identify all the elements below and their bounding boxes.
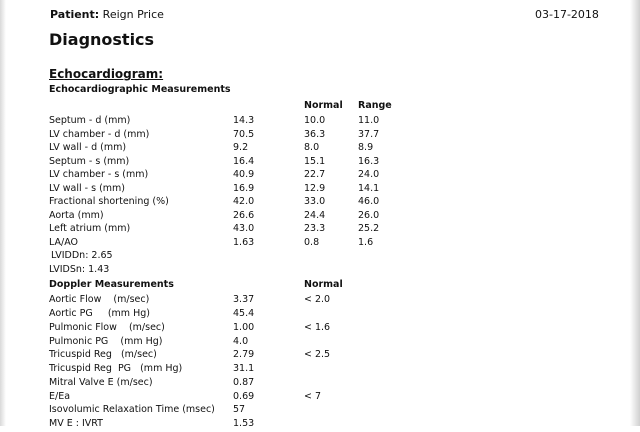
row-range: 16.3 [358, 155, 380, 167]
report-date: 03-17-2018 [535, 8, 599, 21]
row-range: 46.0 [358, 196, 380, 207]
row-value: 3.37 [233, 294, 255, 305]
table-row [49, 308, 449, 322]
doppler-col-normal: Normal [304, 279, 343, 290]
row-value: 26.6 [233, 209, 255, 221]
row-value: 14.3 [233, 115, 255, 126]
page-edge-right [630, 0, 640, 426]
patient-header [50, 8, 164, 21]
row-value: 16.4 [233, 155, 255, 167]
row-normal: < 1.6 [304, 322, 331, 333]
table-row [49, 142, 449, 156]
table-row [49, 196, 449, 210]
table-row [49, 129, 449, 143]
row-normal: 36.3 [304, 128, 326, 140]
row-label: Tricuspid Reg (m/sec) [49, 349, 157, 360]
row-label: LA/AO [49, 236, 79, 248]
row-normal: 24.4 [304, 209, 326, 221]
row-label: E/Ea [49, 391, 71, 402]
table-row [49, 169, 449, 183]
table-row [49, 115, 449, 129]
row-range: 11.0 [358, 115, 380, 126]
row-value: 2.79 [233, 349, 255, 360]
row-value: 0.69 [233, 391, 255, 402]
table-row [49, 294, 449, 308]
echo-subheading: Echocardiographic Measurements [49, 84, 231, 95]
row-label: Left atrium (mm) [49, 223, 131, 234]
table-row [49, 404, 449, 418]
row-range: 26.0 [358, 209, 380, 221]
table-row [49, 322, 449, 336]
row-label: Mitral Valve E (m/sec) [49, 377, 153, 388]
row-label: Pulmonic PG (mm Hg) [49, 336, 163, 347]
row-value: 31.1 [233, 363, 255, 374]
row-normal: 33.0 [304, 196, 326, 207]
echo-col-range: Range [358, 100, 392, 111]
row-normal: 22.7 [304, 169, 326, 180]
row-value: 1.63 [233, 236, 255, 248]
row-normal: < 7 [304, 391, 322, 402]
row-label: Septum - s (mm) [49, 155, 130, 167]
row-label: LV chamber - s (mm) [49, 169, 149, 180]
row-label: LV wall - d (mm) [49, 142, 127, 153]
row-value: 70.5 [233, 128, 255, 140]
row-range: 25.2 [358, 223, 380, 234]
row-label: LV chamber - d (mm) [49, 128, 150, 140]
patient-label: Patient: [50, 8, 100, 21]
row-value: 43.0 [233, 223, 255, 234]
lvidsn-value: LVIDSn: 1.43 [49, 264, 110, 275]
row-label: Aorta (mm) [49, 209, 104, 221]
row-normal: 0.8 [304, 236, 320, 248]
row-value: 1.53 [233, 418, 255, 429]
table-row [49, 363, 449, 377]
page-edge-left [0, 0, 6, 426]
table-row [49, 349, 449, 363]
row-label: LV wall - s (mm) [49, 182, 125, 194]
table-row [49, 418, 449, 432]
row-value: 1.00 [233, 322, 255, 333]
row-label: Tricuspid Reg PG (mm Hg) [49, 363, 183, 374]
row-normal: < 2.0 [304, 294, 331, 305]
row-value: 45.4 [233, 308, 255, 319]
row-label: Aortic Flow (m/sec) [49, 294, 150, 305]
row-normal: 12.9 [304, 182, 326, 194]
echo-section-heading: Echocardiogram: [49, 67, 164, 81]
lviddn-value: LVIDDn: 2.65 [51, 250, 113, 261]
table-row [49, 391, 449, 405]
table-row [49, 336, 449, 350]
row-value: 40.9 [233, 169, 255, 180]
row-value: 9.2 [233, 142, 249, 153]
table-row [49, 237, 449, 251]
row-range: 1.6 [358, 236, 374, 248]
table-row [49, 210, 449, 224]
doppler-subheading: Doppler Measurements [49, 279, 174, 290]
table-row [49, 156, 449, 170]
row-normal: 15.1 [304, 155, 326, 167]
row-normal: 23.3 [304, 223, 326, 234]
row-range: 24.0 [358, 169, 380, 180]
row-normal: 10.0 [304, 115, 326, 126]
row-label: Septum - d (mm) [49, 115, 131, 126]
row-range: 14.1 [358, 182, 380, 194]
row-normal: < 2.5 [304, 349, 331, 360]
table-row [49, 223, 449, 237]
row-value: 0.87 [233, 377, 255, 388]
row-value: 42.0 [233, 196, 255, 207]
echo-col-normal: Normal [304, 100, 343, 111]
row-label: Isovolumic Relaxation Time (msec) [49, 404, 215, 415]
row-value: 16.9 [233, 182, 255, 194]
row-label: Fractional shortening (%) [49, 196, 169, 207]
row-label: Pulmonic Flow (m/sec) [49, 322, 165, 333]
row-range: 37.7 [358, 128, 380, 140]
table-row [49, 377, 449, 391]
row-label: MV E : IVRT [49, 418, 103, 429]
row-label: Aortic PG (mm Hg) [49, 308, 150, 319]
table-row [49, 183, 449, 197]
page-title: Diagnostics [49, 30, 155, 49]
row-value: 57 [233, 404, 246, 415]
row-value: 4.0 [233, 336, 249, 347]
patient-name: Reign Price [102, 8, 164, 21]
row-normal: 8.0 [304, 142, 320, 153]
row-range: 8.9 [358, 142, 374, 153]
